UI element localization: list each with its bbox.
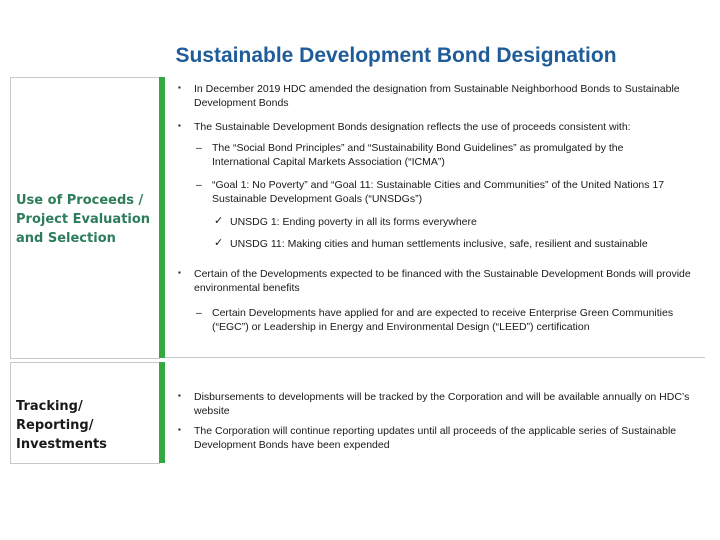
dash-item: Certain Developments have applied for and are expected to receive Enterprise Green Communities (“EGC”) or Leadership in Energy and Environmental Design (“LEED”) certification bbox=[212, 307, 674, 333]
dash-item: The “Social Bond Principles” and “Sustainability Bond Guidelines” as promulgated by the International Capital Markets Association (“ICMA”) bbox=[212, 142, 624, 168]
check-item: UNSDG 11: Making cities and human settlements inclusive, safe, resilient and sustainable bbox=[230, 238, 648, 250]
bullet-marker: ▪ bbox=[178, 121, 181, 130]
section-label: Use of Proceeds / Project Evaluation and Selection bbox=[16, 193, 151, 246]
bullet-item: The Corporation will continue reporting updates until all proceeds of the applicable series of Sustainable Development Bonds have been expended bbox=[194, 425, 677, 451]
bullet-marker: ▪ bbox=[178, 83, 181, 92]
bullet-item: The Sustainable Development Bonds designation reflects the use of proceeds consistent with: bbox=[194, 121, 631, 133]
bullet-item: In December 2019 HDC amended the designation from Sustainable Neighborhood Bonds to Sustainable Development Bonds bbox=[194, 83, 680, 109]
section-accent-bar bbox=[159, 362, 165, 463]
check-item: UNSDG 1: Ending poverty in all its forms everywhere bbox=[230, 216, 477, 228]
bullet-marker: ▪ bbox=[178, 268, 181, 277]
dash-marker: – bbox=[196, 142, 202, 154]
dash-marker: – bbox=[196, 307, 202, 319]
page-title: Sustainable Development Bond Designation bbox=[175, 44, 617, 67]
bullet-marker: ▪ bbox=[178, 391, 181, 400]
check-icon: ✓ bbox=[214, 237, 224, 249]
bullet-item: Disbursements to developments will be tracked by the Corporation and will be available annually on HDC’s website bbox=[194, 391, 690, 417]
section-accent-bar bbox=[159, 77, 165, 358]
section-label: Tracking/ Reporting/ Investments bbox=[16, 399, 107, 452]
dash-marker: – bbox=[196, 179, 202, 191]
bullet-marker: ▪ bbox=[178, 425, 181, 434]
section-separator bbox=[165, 357, 705, 358]
dash-item: “Goal 1: No Poverty” and “Goal 11: Sustainable Cities and Communities” of the United Nations 17 Sustainable Development Goals (“UNSDGs”) bbox=[212, 179, 665, 205]
bullet-item: Certain of the Developments expected to be financed with the Sustainable Development Bonds will provide environmental benefits bbox=[194, 268, 691, 294]
check-icon: ✓ bbox=[214, 215, 224, 227]
